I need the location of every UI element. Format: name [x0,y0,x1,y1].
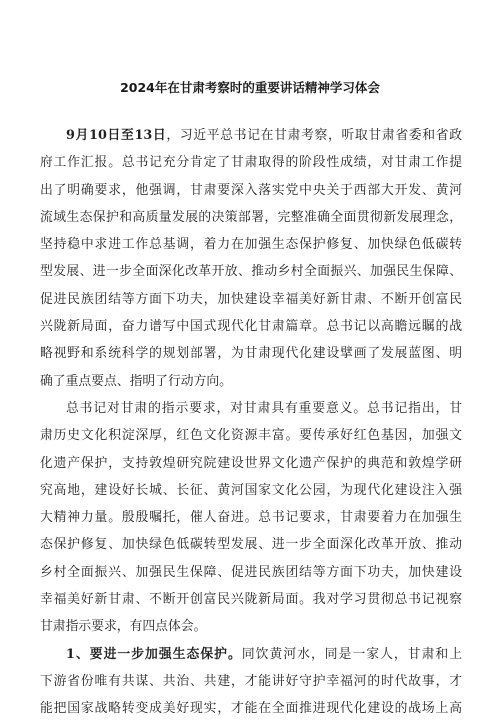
document-body [40,122,462,723]
text-line: 确了重点要点、指明了行动方向。 [40,373,232,389]
text-line: 能把国家战略转变成美好现实，才能在全面推进现代化建设的战场上高 [40,701,462,717]
text-line: 略视野和系统科学的规划部署，为甘肃现代化建设擘画了发展蓝图、明 [40,346,462,362]
text-line-content: 同饮黄河水，同是一家人，甘肃和上 [241,646,462,662]
text-line: 究高地，建设好长城、长征、黄河国家文化公园，为现代化建设注入强 [40,482,462,498]
text-line [40,122,462,149]
text-line: 府工作汇报。总书记充分肯定了甘肃取得的阶段性成绩，对甘肃工作提 [40,155,462,171]
text-line-content: ，习近平总书记在甘肃考察，听取甘肃省委和省政 [166,128,462,143]
text-line: 大精神力量。殷殷嘱托，催人奋进。总书记要求，甘肃要着力在加强生 [40,510,462,526]
text-line: 出了明确要求，他强调，甘肃要深入落实党中央关于西部大开发、黄河 [40,182,462,198]
text-line: 甘肃指示要求，有四点体会。 [40,619,207,635]
text-line: 幸福美好新甘肃、不断开创富民兴陇新局面。我对学习贯彻总书记视察 [40,592,462,608]
date-emphasis: 9月10日至13日 [66,128,167,143]
paragraph-2 [40,395,462,641]
text-line: 促进民族团结等方面下功夫，加快建设幸福美好新甘肃、不断开创富民 [40,291,462,307]
text-line: 态保护修复、加快绿色低碳转型发展、进一步全面深化改革开放、推动 [40,537,462,553]
section-heading: 1、要进一步加强生态保护。 [66,646,242,662]
text-line [40,641,462,668]
text-line: 流域生态保护和高质量发展的决策部署，完整准确全面贯彻新发展理念， [40,209,462,225]
paragraph-1 [40,122,462,395]
text-line: 化遗产保护，支持敦煌研究院建设世界文化遗产保护的典范和敦煌学研 [40,455,462,471]
text-line: 下游省份唯有共谋、共治、共建，才能讲好守护幸福河的时代故事，才 [40,673,462,689]
text-line: 型发展、进一步全面深化改革开放、推动乡村全面振兴、加强民生保障、 [40,264,462,280]
document-title: 2024年在甘肃考察时的重要讲话精神学习体会 [120,80,380,95]
text-line: 乡村全面振兴、加强民生保障、促进民族团结等方面下功夫，加快建设 [40,564,462,580]
paragraph-3 [40,641,462,723]
text-line: 兴陇新局面，奋力谱写中国式现代化甘肃篇章。总书记以高瞻远瞩的战 [40,319,462,335]
text-line: 肃历史文化积淀深厚，红色文化资源丰富。要传承好红色基因，加强文 [40,428,462,444]
text-line: 坚持稳中求进工作总基调，着力在加强生态保护修复、加快绿色低碳转 [40,237,462,253]
text-line: 总书记对甘肃的指示要求，对甘肃具有重要意义。总书记指出，甘 [66,400,462,416]
